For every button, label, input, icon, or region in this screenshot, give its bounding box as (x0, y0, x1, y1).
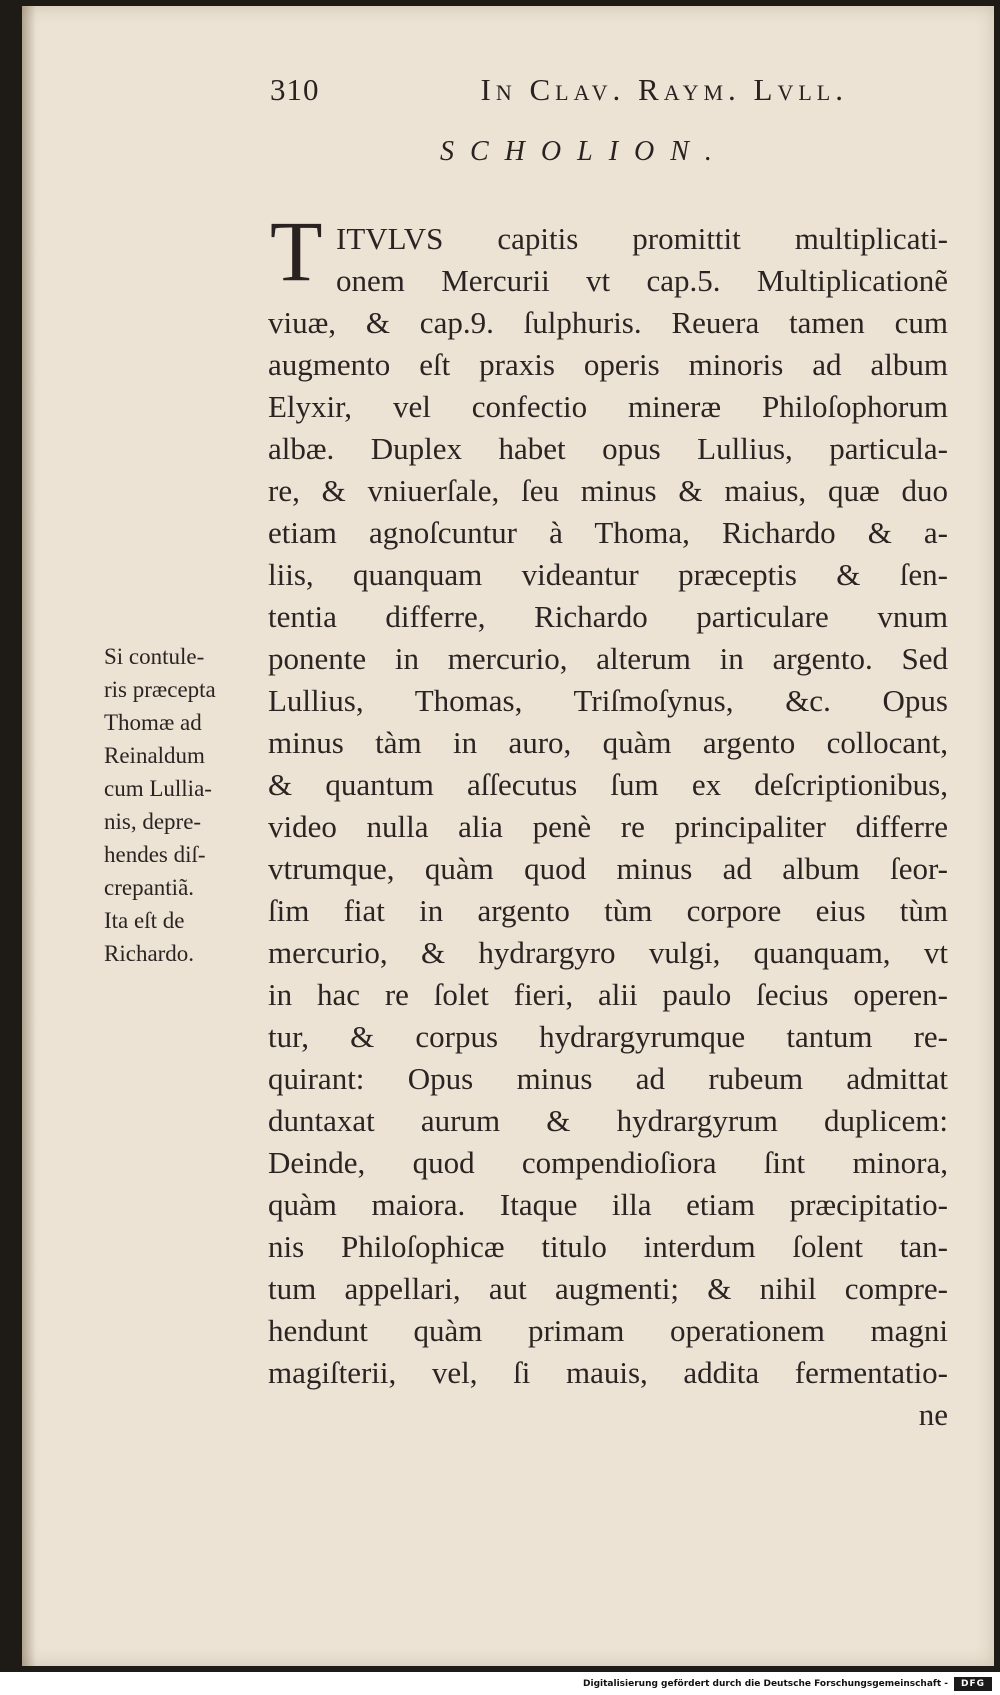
margin-note-line: Thomæ ad (104, 710, 202, 735)
text-line: video nulla alia penè re principaliter differre (268, 809, 948, 844)
text-line: Deinde, quod compendioſiora ſint minora, (268, 1145, 948, 1180)
text-line: ITVLVS capitis promittit multiplicati- (336, 221, 948, 256)
digitization-credit: Digitalisierung gefördert durch die Deutsche Forschungsgemeinschaft - (583, 1679, 948, 1689)
margin-note (104, 640, 264, 970)
text-line: ſim fiat in argento tùm corpore eius tùm (268, 893, 948, 928)
margin-note-line: Si contule- (104, 644, 205, 669)
text-line: tum appellari, aut augmenti; & nihil compre- (268, 1271, 948, 1306)
drop-cap: T (270, 203, 323, 299)
text-line: Lullius, Thomas, Triſmoſynus, &c. Opus (268, 683, 948, 718)
margin-note-line: hendes diſ- (104, 842, 206, 867)
text-line: hendunt quàm primam operationem magni (268, 1313, 948, 1348)
running-head (248, 72, 858, 112)
text-line: liis, quanquam videantur præceptis & ſen- (268, 557, 948, 592)
text-line: minus tàm in auro, quàm argento collocant, (268, 725, 948, 760)
text-line: Elyxir, vel confectio mineræ Philoſophorum (268, 389, 948, 424)
text-line: tentia differre, Richardo particulare vnum (268, 599, 948, 634)
text-line: mercurio, & hydrargyro vulgi, quanquam, vt (268, 935, 948, 970)
body-text (268, 218, 948, 1436)
text-line: quirant: Opus minus ad rubeum admittat (268, 1061, 948, 1096)
running-title: In Clav. Raym. Lvll. (480, 72, 848, 107)
text-line: tur, & corpus hydrargyrumque tantum re- (268, 1019, 948, 1054)
text-line: onem Mercurii vt cap.5. Multiplicationẽ (336, 263, 948, 298)
text-line: vtrumque, quàm quod minus ad album ſeor- (268, 851, 948, 886)
page-number: 310 (270, 72, 320, 107)
text-line: nis Philoſophicæ titulo interdum ſolent tan- (268, 1229, 948, 1264)
page-gutter-shadow (22, 6, 36, 1666)
margin-note-line: Reinaldum (104, 743, 205, 768)
text-line: etiam agnoſcuntur à Thoma, Richardo & a- (268, 515, 948, 550)
text-line: ponente in mercurio, alterum in argento. Sed (268, 641, 948, 676)
text-line: albæ. Duplex habet opus Lullius, particula- (268, 431, 948, 466)
section-heading: SCHOLION. (440, 136, 728, 167)
text-line: duntaxat aurum & hydrargyrum duplicem: (268, 1103, 948, 1138)
margin-note-line: crepantiã. (104, 875, 195, 900)
text-line-last: ne (918, 1397, 948, 1432)
text-line: magiſterii, vel, ſi mauis, addita fermentatio- (268, 1355, 948, 1390)
text-line: quàm maiora. Itaque illa etiam præcipitatio- (268, 1187, 948, 1222)
dfg-logo: DFG (954, 1677, 992, 1691)
margin-note-line: ris præcepta (104, 677, 216, 702)
text-line: & quantum aſſecutus ſum ex deſcriptionibus, (268, 767, 948, 802)
text-line: viuæ, & cap.9. ſulphuris. Reuera tamen cum (268, 305, 948, 340)
margin-note-line: Richardo. (104, 941, 195, 966)
text-line: re, & vniuerſale, ſeu minus & maius, quæ duo (268, 473, 948, 508)
text-line: augmento eſt praxis operis minoris ad album (268, 347, 948, 382)
text-line: in hac re ſolet fieri, alii paulo ſecius operen- (268, 977, 948, 1012)
margin-note-line: cum Lullia- (104, 776, 212, 801)
margin-note-line: Ita eſt de (104, 908, 185, 933)
margin-note-line: nis, depre- (104, 809, 202, 834)
